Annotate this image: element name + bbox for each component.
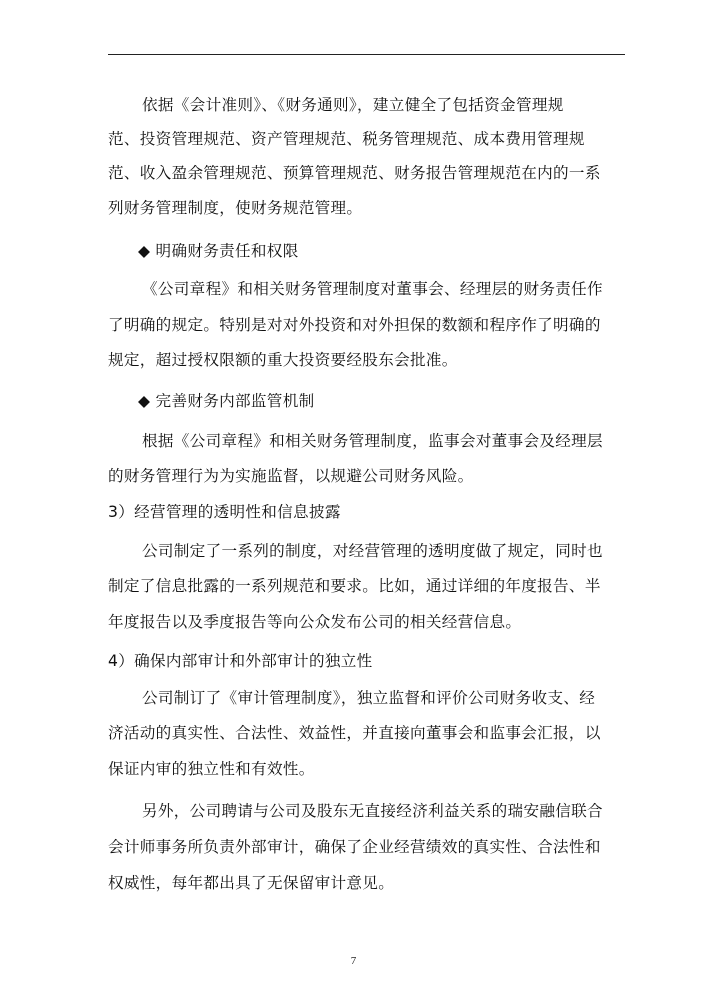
paragraph-line: 依据《会计准则》、《财务通则》，建立健全了包括资金管理规 <box>142 96 564 114</box>
paragraph-line: 权威性，每年都出具了无保留审计意见。 <box>108 874 395 892</box>
page-number: 7 <box>350 955 357 967</box>
paragraph-line: 的财务管理行为为实施监督，以规避公司财务风险。 <box>108 467 474 485</box>
paragraph-line: 保证内审的独立性和有效性。 <box>108 760 315 778</box>
paragraph-line: 另外，公司聘请与公司及股东无直接经济利益关系的瑞安融信联合 <box>142 802 603 820</box>
paragraph-line: 公司制订了《审计管理制度》，独立监督和评价公司财务收支、经 <box>142 689 596 707</box>
paragraph-line: 根据《公司章程》和相关财务管理制度，监事会对董事会及经理层 <box>142 432 603 450</box>
paragraph-line: 范、投资管理规范、资产管理规范、税务管理规范、成本费用管理规 <box>108 130 585 148</box>
bullet-heading: ◆ 明确财务责任和权限 <box>138 242 299 260</box>
paragraph-line: 了明确的规定。特别是对对外投资和对外担保的数额和程序作了明确的 <box>108 316 601 334</box>
paragraph-line: 公司制定了一系列的制度，对经营管理的透明度做了规定，同时也 <box>142 542 603 560</box>
bullet-heading: ◆ 完善财务内部监管机制 <box>138 392 315 410</box>
paragraph-line: 《公司章程》和相关财务管理制度对董事会、经理层的财务责任作 <box>142 280 603 298</box>
paragraph-line: 会计师事务所负责外部审计，确保了企业经营绩效的真实性、合法性和 <box>108 838 601 856</box>
header-rule <box>108 54 625 55</box>
section-heading: 3）经营管理的透明性和信息披露 <box>108 503 341 521</box>
paragraph-line: 列财务管理制度，使财务规范管理。 <box>108 199 363 217</box>
paragraph-line: 范、收入盈余管理规范、预算管理规范、财务报告管理规范在内的一系 <box>108 164 601 182</box>
paragraph-line: 年度报告以及季度报告等向公众发布公司的相关经营信息。 <box>108 613 522 631</box>
paragraph-line: 济活动的真实性、合法性、效益性，并直接向董事会和监事会汇报，以 <box>108 724 601 742</box>
paragraph-line: 规定，超过授权限额的重大投资要经股东会批准。 <box>108 351 458 369</box>
section-heading: 4）确保内部审计和外部审计的独立性 <box>108 652 373 670</box>
paragraph-line: 制定了信息批露的一系列规范和要求。比如，通过详细的年度报告、半 <box>108 577 601 595</box>
